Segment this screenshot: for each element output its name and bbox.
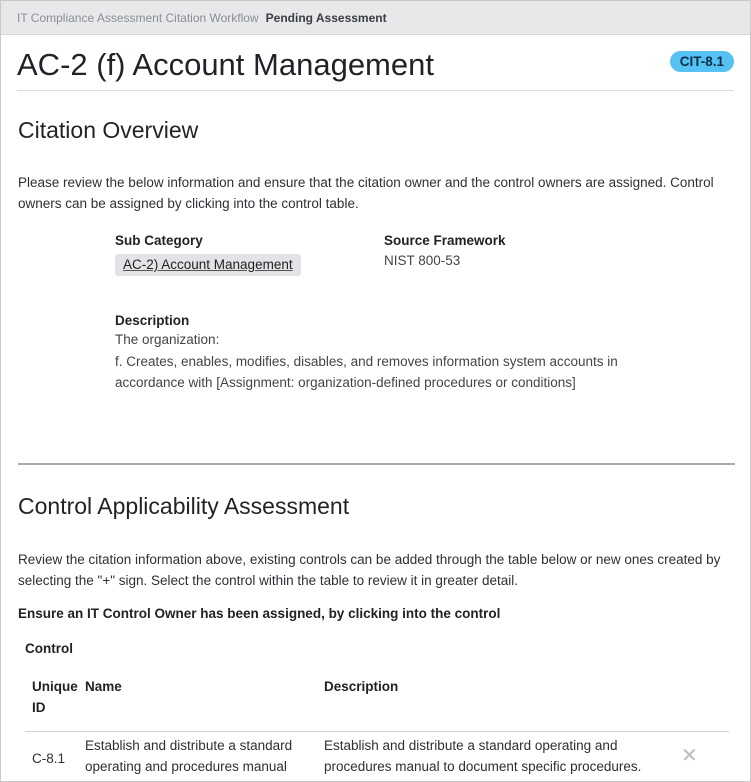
sub-category-label: Sub Category [115, 233, 203, 248]
header-description[interactable]: Description [324, 679, 399, 694]
close-icon: ✕ [681, 745, 698, 767]
overview-intro: Please review the below information and ensure that the citation owner and the control owners are assigned. Control owners can be assigned by clicking into the control table. [18, 175, 714, 211]
sub-category-field [115, 233, 301, 276]
header-unique-id[interactable]: Unique ID [32, 679, 78, 715]
source-framework-field [384, 233, 506, 268]
control-applicability-heading: Control Applicability Assessment [18, 493, 350, 519]
breadcrumb-state: Pending Assessment [265, 10, 387, 25]
citation-overview-heading: Citation Overview [18, 117, 199, 143]
table-row[interactable] [25, 732, 729, 777]
assessment-intro: Review the citation information above, existing controls can be added through the table below or new ones created by selecting the "+" sign. Select the control within the table to review it in greater detail. [18, 552, 721, 588]
record-id-badge: CIT-8.1 [670, 51, 734, 72]
section-divider [18, 463, 735, 465]
header-name[interactable]: Name [85, 679, 122, 694]
table-header [25, 661, 729, 732]
description-field [115, 313, 675, 393]
cell-unique-id: C-8.1 [32, 751, 66, 766]
title-row [17, 35, 734, 91]
source-framework-label: Source Framework [384, 233, 506, 248]
main-content [1, 35, 750, 91]
control-table-label: Control [25, 641, 73, 656]
description-line-1: The organization: [115, 332, 220, 347]
cell-name: Establish and distribute a standard operating and procedures manual [85, 738, 293, 774]
source-framework-value: NIST 800-53 [384, 253, 461, 268]
breadcrumb-workflow[interactable]: IT Compliance Assessment Citation Workflow [17, 10, 259, 25]
description-label: Description [115, 313, 190, 328]
page-title: AC-2 (f) Account Management [17, 47, 434, 82]
breadcrumb [1, 1, 750, 35]
control-table [25, 661, 729, 777]
description-line-2: f. Creates, enables, modifies, disables, and removes information system accounts in accordance with [Assignment: organization-defined procedures or conditions] [115, 354, 618, 390]
remove-row-button[interactable] [669, 735, 729, 777]
cell-description: Establish and distribute a standard operating and procedures manual to document specific procedures. [324, 738, 642, 774]
sub-category-link[interactable]: AC-2) Account Management [115, 254, 301, 276]
ensure-owner-note: Ensure an IT Control Owner has been assigned, by clicking into the control [18, 606, 501, 621]
